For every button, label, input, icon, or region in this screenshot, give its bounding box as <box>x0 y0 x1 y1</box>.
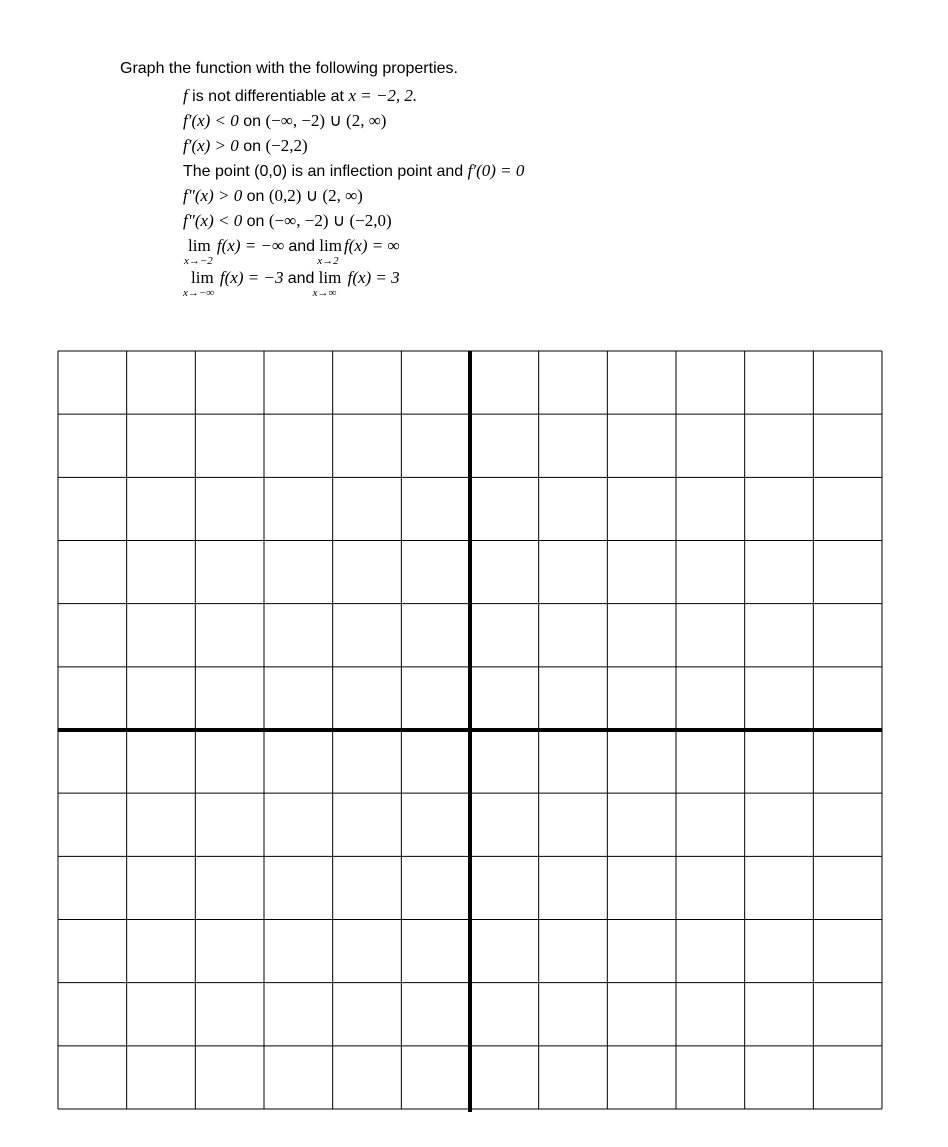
interval: (−∞, −2) ∪ (2, ∞) <box>265 111 387 130</box>
limit-subscript: x→−2 <box>184 255 213 267</box>
on-label: on <box>238 138 266 155</box>
derivative-expr: f′(x) > 0 <box>183 136 239 155</box>
limit-expr: f(x) = −3 <box>219 268 284 287</box>
lim-label: lim <box>191 268 214 287</box>
lim-label: lim <box>318 268 342 287</box>
on-label: on <box>238 113 266 130</box>
interval: (0,2) ∪ (2, ∞) <box>268 186 363 205</box>
instruction-text: Graph the function with the following properties. <box>120 60 458 77</box>
limit-expr: f(x) = 3 <box>347 268 400 287</box>
interval: (−2,2) <box>265 136 308 155</box>
property-text: The point (0,0) is an inflection point and <box>183 163 468 180</box>
lim-label: lim <box>188 236 211 255</box>
interval: (−∞, −2) ∪ (−2,0) <box>268 211 392 230</box>
f-symbol: f <box>183 86 188 105</box>
limit-subscript: x→2 <box>317 255 339 267</box>
property-math: f′(0) = 0 <box>467 161 525 180</box>
limit-expr: f(x) = −∞ <box>216 236 285 255</box>
on-label: on <box>242 188 269 205</box>
limit-expr: f(x) = ∞ <box>343 236 400 255</box>
lim-label: lim <box>319 236 342 255</box>
on-label: on <box>242 213 269 230</box>
second-derivative-expr: f"(x) < 0 <box>183 211 243 230</box>
and-label: and <box>287 270 315 287</box>
property-text: is not differentiable at <box>187 88 349 105</box>
and-label: and <box>288 238 316 255</box>
property-math: x = −2, 2. <box>348 86 418 105</box>
limit-subscript: x→∞ <box>312 287 337 299</box>
limit-subscript: x→−∞ <box>183 287 215 299</box>
second-derivative-expr: f"(x) > 0 <box>183 186 243 205</box>
derivative-expr: f′(x) < 0 <box>183 111 239 130</box>
